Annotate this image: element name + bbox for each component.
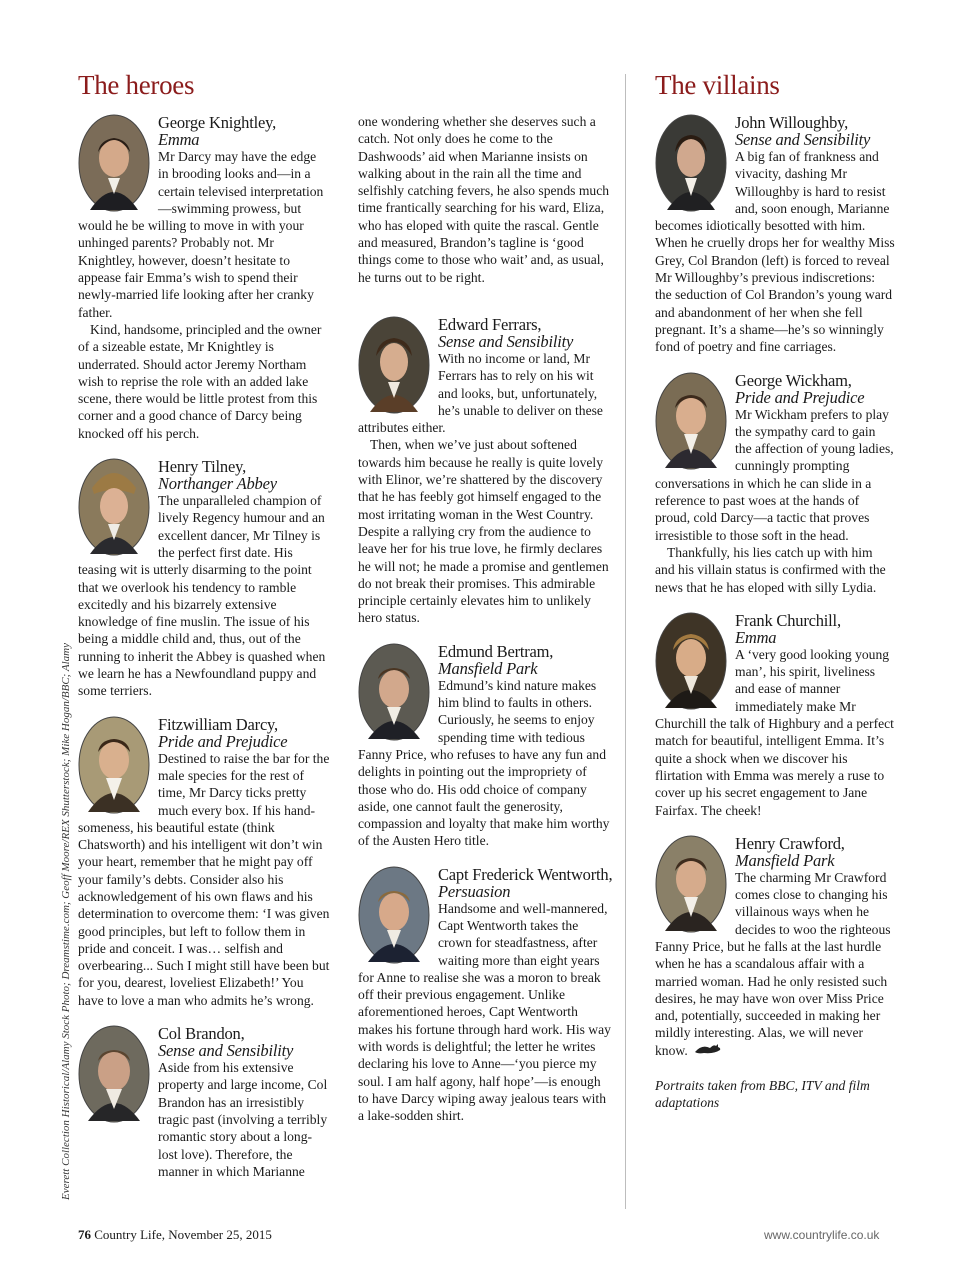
villain-name-crawford: Henry Crawford, Mansfield Park [735, 834, 845, 870]
column-1 [78, 114, 330, 1179]
villain-text: A big fan of frankness and vivacity, dashing Mr Willoughby is hard to resist and, soon enough, Marianne becomes idiotically besotted with him. When he cruelly drops her for wealthy Miss Grey, Col Brandon (left) is forced to reveal Mr Willoughby’s previous indiscretions: the seduction of Col Brandon’s young ward and abandonment of her when she fell pregnant. It’s a shame—he’s so winningly fond of poetry and fine carriages. [655, 149, 895, 355]
hero-name-bertram: Edmund Bertram, Mansfield Park [438, 642, 554, 678]
portrait-willoughby [655, 114, 735, 214]
villain-name-wickham: George Wickham, Pride and Prejudice [735, 371, 865, 407]
publication-date: Country Life, November 25, 2015 [94, 1227, 272, 1242]
portrait-bertram [358, 643, 438, 743]
portrait-wickham [655, 372, 735, 472]
villain-text: Mr Wickham prefers to play the sympathy card to gain the affection of young ladies, cunningly prompting conversations in which he can slide in a reference to past woes at the hands of proud, cold Darcy—a tactic that proves irresistible to those soft in the head. [655, 406, 894, 543]
hero-name-brandon: Col Brandon, Sense and Sensibility [158, 1025, 294, 1061]
entry-crawford [655, 835, 895, 1061]
villain-text: Thankfully, his lies catch up with him and his villain status is confirmed with the news that he has eloped with silly Lydia. [655, 544, 886, 595]
villain-name-willoughby: John Willoughby, Sense and Sensibility [735, 114, 871, 149]
footer-url: www.countrylife.co.uk [764, 1228, 880, 1242]
portrait-note: Portraits taken from BBC, ITV and film adaptations [655, 1077, 870, 1111]
hero-text: Mr Darcy may have the edge in brooding looks and—in a certain televised interpretation—swimming prowess, but would he be willing to move in with your unhinged parents? Probably not. Mr Knightley, however, doesn’t hesitate to appease fair Emma’s wish to spend their newly-married life looking after her cranky father. [78, 149, 324, 320]
entry-darcy [78, 716, 330, 1009]
portrait-brandon [78, 1025, 158, 1125]
hero-name-knightley: George Knightley, Emma [158, 114, 277, 149]
column-3 [655, 114, 895, 1111]
hero-text: Aside from his extensive property and large income, Col Brandon has an irresistibly tragic past (involving a terribly romantic story about a long-lost love). Therefore, the manner in which Marianne [158, 1060, 328, 1179]
villain-name-churchill: Frank Churchill, Emma [735, 611, 841, 647]
portrait-knightley [78, 114, 158, 214]
hero-name-ferrars: Edward Ferrars, Sense and Sensibility [438, 315, 574, 351]
entry-willoughby [655, 114, 895, 356]
villain-text: A ‘very good looking young man’, his spirit, liveliness and ease of manner immediately make Mr Churchill the talk of Highbury and a perfect match for beautiful, intelligent Emma. It’s quite a shock when we discover his flirtation with Emma was merely a ruse to cover up his secret engagement to Jane Fairfax. The cheek! [655, 646, 894, 818]
brandon-continued: one wondering whether she deserves such a catch. Not only does he come to the Dashwoods’ aid when Marianne insists on walking about in the rain all the time and selfishly catching fevers, he also spends much time frantically searching for his ward, Eliza, who has eloped with quite the rascal. Gentle and measured, Brandon’s tagline is ‘good things come to those who wait’ and, as usual, he turns out to be right. [358, 114, 610, 285]
hero-name-tilney: Henry Tilney, Northanger Abbey [158, 458, 277, 494]
portrait-churchill [655, 612, 735, 712]
entry-knightley [78, 114, 330, 442]
portrait-tilney [78, 458, 158, 558]
column-2 [358, 113, 613, 1125]
entry-ferrars [358, 316, 613, 627]
entry-wentworth [358, 866, 613, 1125]
hero-text: Handsome and well-mannered, Capt Wentworth takes the crown for steadfastness, after waiting more than eight years for Anne to realise she was a moron to break off their previous engagement. Unlike aforementioned heroes, Capt Wentworth makes his fortune through hard work. His way with words is delightful; the letter he writes declaring his love to Anne—‘you pierce my soul. I am half agony, half hope’—is enough to have Darcy wiping away jealous tears with a lake-sodden shirt. [358, 900, 611, 1124]
hero-text: Then, when we’ve just about softened towards him because he really is quite lovely with Elinor, we’re shattered by the discovery that he has feebly got himself engaged to the most irritating woman in the West Country. Despite a rallying cry from the audience to leave her for his true love, he firmly declares he will not; he made a promise and gentlemen do not break their promises. This admirable principle certainly elevates him to unlikely hero status. [358, 437, 609, 626]
villains-heading: The villains [655, 70, 780, 100]
portrait-crawford [655, 835, 735, 935]
entry-brandon [78, 1025, 330, 1179]
villain-text: The charming Mr Crawford comes close to changing his villainous ways when he decides to woo the righteous Fanny Price, but he falls at the last hurdle when he has a scandalous affair with a married woman. Had he only resisted such desires, he may have won over Miss Price and, potentially, succeeded in making her mildly interesting. Alas, we will never know. [655, 869, 895, 1061]
entry-bertram [358, 643, 613, 850]
hero-text: Kind, handsome, principled and the owner of a sizeable estate, Mr Knightley is underrated. Should actor Jeremy Northam wish to reprise the role with an added lake scene, there would be little protest from this corner and a good chance of Darcy being knocked off his perch. [78, 321, 322, 441]
hero-text: The unparalleled champion of lively Regency humour and an excellent dancer, Mr Tilney is the perfect first date. His teasing wit is utterly disarming to the point that we overlook his tendency to ramble excitedly and his bizarrely extensive knowledge of fine muslin. The issue of his being a middle child and, thus, out of the running to inherit the Abbey is quashed when we learn he has a Newfoundland puppy and some terriers. [78, 493, 326, 699]
hero-name-wentworth: Capt Frederick Wentworth, Persuasion [438, 865, 613, 901]
page-number: 76 [78, 1227, 91, 1242]
column-divider [625, 74, 626, 1209]
portrait-ferrars [358, 316, 438, 416]
entry-churchill [655, 612, 895, 819]
hero-text: With no income or land, Mr Ferrars has to rely on his wit and looks, but, unfortunately, he’s unable to deliver on these attributes either. [358, 350, 603, 436]
portrait-darcy [78, 716, 158, 816]
portrait-wentworth [358, 866, 438, 966]
photo-credit: Everett Collection Historical/Alamy Stock Photo; Dreamstime.com; Geoff Moore/REX Shutterstock; Mike Hogan/BBC; Alamy [60, 643, 72, 1200]
peacock-icon [694, 1042, 722, 1060]
footer-folio [78, 1227, 272, 1243]
entry-tilney [78, 458, 330, 700]
heroes-heading: The heroes [78, 70, 195, 100]
hero-text: Edmund’s kind nature makes him blind to faults in others. Curiously, he seems to enjoy spending time with tedious Fanny Price, who refuses to have any fun and delights in pointing out the impropriety of those who do. His odd choice of company aside, one cannot fault the generosity, compassion and loyalty that make him worthy of the Austen Hero title. [358, 677, 610, 849]
hero-text: Destined to raise the bar for the male species for the rest of time, Mr Darcy ticks pretty much every box. If his handsomeness, his beautiful estate (think Chatsworth) and his intelligent wit don’t win your heart, remember that he might pay off your family’s debts. Consider also his acknowledgement of his own flaws and his determination to overcome them: ‘I was given good principles, but left to follow them in pride and conceit. I was… selfish and overbearing... Such I might still have been but for you, dearest, loveliest Elizabeth!’ You have to love a man who admits he’s wrong. [78, 750, 330, 1008]
hero-name-darcy: Fitzwilliam Darcy, Pride and Prejudice [158, 715, 288, 751]
entry-wickham [655, 372, 895, 596]
